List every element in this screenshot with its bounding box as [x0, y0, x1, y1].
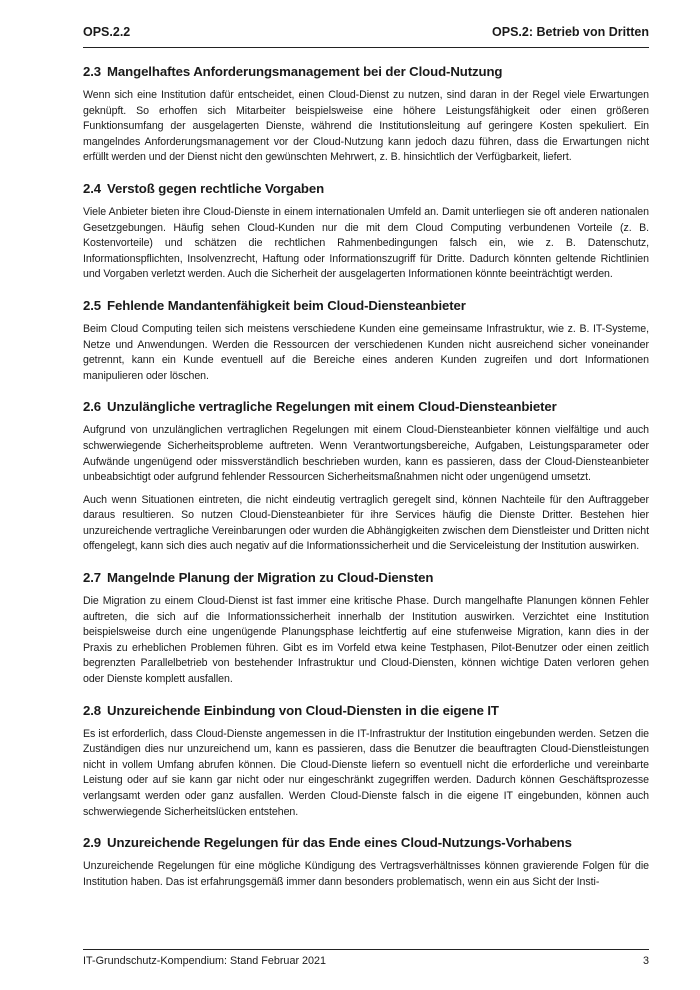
section-title: Unzulängliche vertragliche Regelungen mit einem Cloud-Diensteanbieter	[107, 399, 557, 415]
section-2-4	[83, 180, 649, 283]
section-title: Fehlende Mandantenfähigkeit beim Cloud-Diensteanbieter	[107, 297, 466, 313]
page-number: 3	[642, 955, 649, 967]
running-footer	[83, 955, 649, 967]
section-2-8	[83, 702, 649, 821]
section-number: 2.7	[83, 570, 102, 586]
section-title: Unzureichende Regelungen für das Ende eines Cloud-Nutzungs-Vorhabens	[107, 835, 572, 851]
footer-divider	[83, 949, 649, 950]
section-heading	[83, 63, 649, 80]
header-module-id: OPS.2.2	[83, 25, 131, 39]
paragraph: Unzureichende Regelungen für eine mögliche Kündigung des Vertragsverhältnisses können gravierende Folgen für die Institution haben. Das ist erfahrungsgemäß immer dann besonders problematisch, wenn ein aus Sicht der Insti-	[83, 860, 649, 888]
section-title: Mangelhaftes Anforderungsmanagement bei der Cloud-Nutzung	[107, 64, 503, 79]
section-title: Unzureichende Einbindung von Cloud-Diensten in die eigene IT	[107, 702, 499, 718]
section-title: Verstoß gegen rechtliche Vorgaben	[107, 180, 325, 196]
footer-source: IT-Grundschutz-Kompendium: Stand Februar 2021	[83, 955, 327, 967]
header-divider	[83, 47, 649, 48]
section-heading	[83, 180, 649, 197]
section-2-3	[83, 63, 649, 166]
section-2-9	[83, 834, 649, 890]
section-number: 2.3	[83, 64, 102, 79]
section-number: 2.8	[83, 702, 102, 718]
paragraph: Beim Cloud Computing teilen sich meistens verschiedene Kunden eine gemeinsame Infrastruktur, wie z. B. IT-Systeme, Netze und Anwendungen. Werden die Ressourcen der verschiedenen Kunden nicht ausreichend sicher voneinander getrennt, kann ein Kunde eventuell auf die Bereiche eines anderen Kunden zugreifen und dort Informationen manipulieren oder löschen.	[83, 322, 649, 382]
page-content	[83, 63, 649, 904]
paragraph: Wenn sich eine Institution dafür entscheidet, einen Cloud-Dienst zu nutzen, sind daran in der Regel viele Erwartungen geknüpft. So erhoffen sich Mitarbeiter beispielsweise eine höhere Leistungsfähigkeit oder einen größeren Funktionsumfang der ausgelagerten Dienste, während die Institutionsleitung auf geringere Kosten spekuliert. Ein mangelndes Anforderungsmanagement vor der Cloud-Nutzung kann jedoch dazu führen, dass die Erwartungen nicht erfüllt werden und der Dienst nicht den gewünschten Mehrwert, z. B. hinsichtlich der Verfügbarkeit, liefert.	[83, 89, 649, 164]
paragraph: Auch wenn Situationen eintreten, die nicht eindeutig vertraglich geregelt sind, können Nachteile für den Auftraggeber daraus resultieren. So nutzen Cloud-Diensteanbieter für ihre Services häufig die Dienste Dritter. Bestehen hier unzureichende vertragliche Vereinbarungen oder wurden die Abhängigkeiten zwischen dem Dienstleister und Dritten nicht offengelegt, kann sich dies auch negativ auf die Informationssicherheit und die Serviceleistung der Institution auswirken.	[83, 493, 649, 553]
paragraph: Die Migration zu einem Cloud-Dienst ist fast immer eine kritische Phase. Durch mangelhafte Planungen können Fehler auftreten, die sich auf die Informationssicherheit innerhalb der Institution auswirken. Verzichtet eine Institution beispielsweise durch eine ungenügende Planungsphase leichtfertig auf eine stufenweise Migration, kann dies in der Praxis zu erheblichen Problemen führen. Gibt es im Vorfeld etwa keine Testphasen, Pilot-Benutzer oder einen zeitlich begrenzten Parallelbetrieb von bestehender Infrastruktur und Cloud-Diensten, können wichtige Daten verloren gehen oder Dienste komplett ausfallen.	[83, 595, 649, 686]
section-2-6	[83, 398, 649, 555]
section-number: 2.5	[83, 297, 102, 313]
section-2-5	[83, 297, 649, 384]
section-title: Mangelnde Planung der Migration zu Cloud-Diensten	[107, 570, 434, 586]
paragraph: Viele Anbieter bieten ihre Cloud-Dienste in einem internationalen Umfeld an. Damit unterliegen sie oft anderen nationalen Gesetzgebungen. Häufig sehen Cloud-Kunden nur die mit dem Cloud Computing verbundenen Vorteile (z. B. Kostenvorteile) und schätzen die rechtlichen Rahmenbedingungen falsch ein, wie z. B. Datenschutz, Informationspflichten, Insolvenzrecht, Haftung oder Informationszugriff für Dritte. Dadurch könnten geltende Richtlinien und Vorgaben verletzt werden. Auch die Sicherheit der ausgelagerten Informationen könnte beeinträchtigt werden.	[83, 205, 649, 281]
section-number: 2.6	[83, 399, 102, 415]
paragraph: Aufgrund von unzulänglichen vertraglichen Regelungen mit einem Cloud-Diensteanbieter können vielfältige und auch schwerwiegende Sicherheitsprobleme auftreten. Wenn Verantwortungsbereiche, Aufgaben, Leistungsparameter oder Aufwände ungenügend oder missverständlich beschrieben wurden, kann es passieren, dass der Cloud-Diensteanbieter unbeabsichtigt oder aufgrund fehlender Ressourcen Sicherheitsmaßnahmen nicht oder ungenügend umsetzt.	[83, 424, 649, 484]
section-heading	[83, 297, 649, 314]
section-2-7	[83, 569, 649, 688]
section-number: 2.9	[83, 835, 102, 851]
document-page	[83, 0, 649, 990]
running-header	[83, 22, 649, 42]
section-heading	[83, 702, 649, 719]
section-number: 2.4	[83, 180, 102, 196]
section-heading	[83, 569, 649, 586]
section-heading	[83, 398, 649, 415]
paragraph: Es ist erforderlich, dass Cloud-Dienste angemessen in die IT-Infrastruktur der Institution eingebunden werden. Setzen die Zuständigen dies nur unzureichend um, kann es passieren, dass die Benutzer die beauftragten Cloud-Dienstleistungen nicht in vollem Umfang abrufen können. Die Cloud-Dienste liefern so eventuell nicht die erforderliche und vereinbarte Leistung oder auf sie kann gar nicht oder nur eingeschränkt zugegriffen werden. Dadurch können Geschäftsprozesse verlangsamt werden oder ganz ausfallen. Werden Cloud-Dienste falsch in die eigene IT eingebunden, können auch schwerwiegende Sicherheitslücken entstehen.	[83, 727, 649, 818]
header-chapter-title: OPS.2: Betrieb von Dritten	[492, 25, 649, 39]
section-heading	[83, 834, 649, 851]
